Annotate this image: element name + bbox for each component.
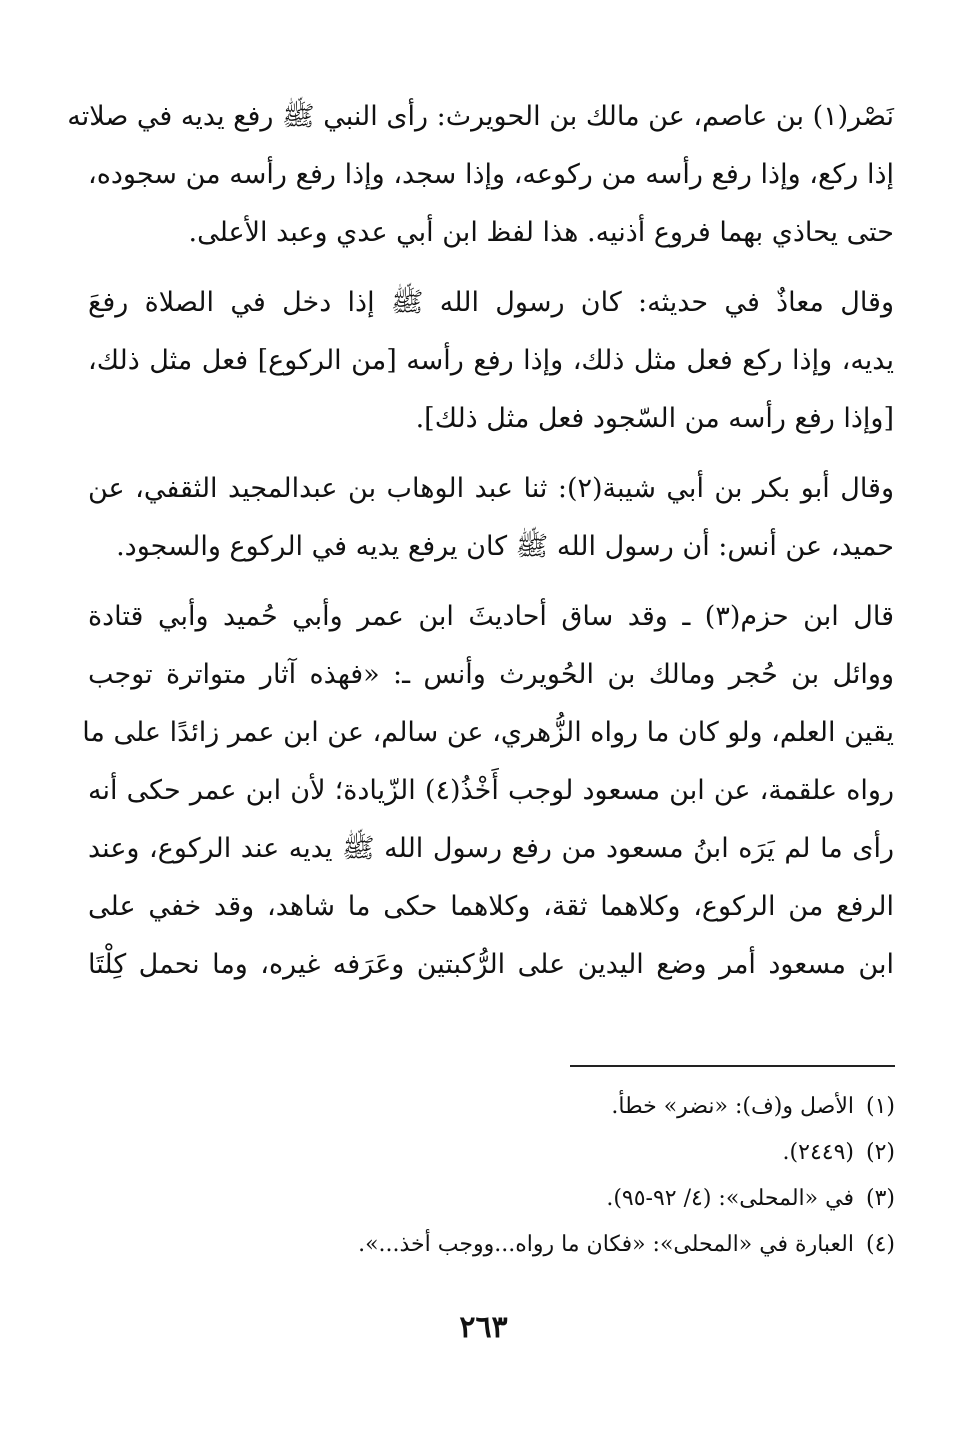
footnote-text: الأصل و(ف): «نضر» خطأ. — [611, 1094, 854, 1119]
text-line: رأى ما لم يَرَه ابنُ مسعود من رفع رسول الله ﷺ يديه عند الركوع، وعند — [88, 833, 894, 864]
text-line: وقال أبو بكر بن أبي شيبة(٢): ثنا عبد الوهاب بن عبدالمجيد الثقفي، عن — [88, 473, 894, 504]
paragraph-4 — [82, 588, 895, 994]
text-line: قال ابن حزم(٣) ـ وقد ساق أحاديثَ ابن عمر وأبي حُميد وأبي قتادة — [88, 601, 895, 632]
footnote-text: العبارة في «المحلى»: «فكان ما رواه...ووجب أخذ...». — [358, 1232, 854, 1257]
text-line: [وإذا رفع رأسه من السّجود فعل مثل ذلك]. — [415, 403, 894, 434]
footnote-number: (١) — [865, 1094, 895, 1119]
paragraph-2 — [88, 274, 894, 448]
footnote-divider — [570, 1065, 895, 1067]
footnote-number: (٣) — [865, 1186, 895, 1211]
page-number: ٢٦٣ — [459, 1310, 508, 1345]
text-line: ابن مسعود أمر وضع اليدين على الرُّكبتين وعَرَفه غيره، وما نحمل كِلْتَا — [88, 949, 894, 980]
footnote-text: في «المحلى»: (٤/ ٩٢-٩٥). — [606, 1186, 854, 1211]
text-line: رواه علقمة، عن ابن مسعود لوجب أَخْذُ(٤) الزّيادة؛ لأن ابن عمر حكى أنه — [88, 775, 894, 806]
main-text — [67, 88, 895, 994]
text-line: ووائل بن حُجر ومالك بن الحُويرث وأنس ـ: «فهذه آثار متواترة توجب — [88, 659, 894, 690]
footnote-text: (٢٤٤٩). — [782, 1140, 854, 1165]
text-line: حتى يحاذي بهما فروع أذنيه. هذا لفظ ابن أبي عدي وعبد الأعلى. — [188, 217, 894, 248]
text-line: إذا ركع، وإذا رفع رأسه من ركوعه، وإذا سجد، وإذا رفع رأسه من سجوده، — [88, 159, 894, 190]
paragraph-1 — [67, 88, 894, 262]
footnote-number: (٤) — [865, 1232, 895, 1257]
footnote-item — [300, 1176, 895, 1222]
footnotes — [300, 1084, 895, 1268]
text-line: حميد، عن أنس: أن رسول الله ﷺ كان يرفع يديه في الركوع والسجود. — [116, 531, 894, 562]
paragraph-3 — [88, 460, 894, 576]
text-line: يديه، وإذا ركع فعل مثل ذلك، وإذا رفع رأسه [من الركوع] فعل مثل ذلك، — [88, 345, 894, 376]
footnote-item — [300, 1130, 895, 1176]
text-line: الرفع من الركوع، وكلاهما ثقة، وكلاهما حكى ما شاهد، وقد خفي على — [88, 891, 894, 922]
footnote-item — [300, 1084, 895, 1130]
text-line: يقين العلم، ولو كان ما رواه الزُّهري، عن سالم، عن ابن عمر زائدًا على ما — [82, 717, 894, 748]
text-line: نَصْر(١) بن عاصم، عن مالك بن الحويرث: رأى النبي ﷺ رفع يديه في صلاته — [67, 101, 894, 132]
footnote-number: (٢) — [865, 1140, 895, 1165]
footnote-item — [300, 1222, 895, 1268]
text-line: وقال معاذٌ في حديثه: كان رسول الله ﷺ إذا دخل في الصلاة رفعَ — [88, 287, 894, 318]
